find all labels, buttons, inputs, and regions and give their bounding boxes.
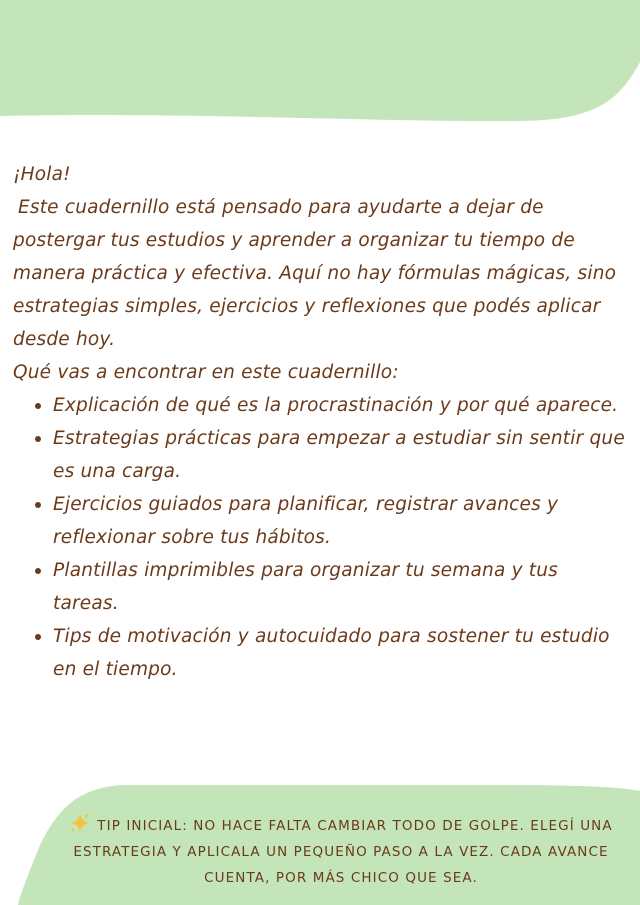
list-item: Plantillas imprimibles para organizar tu semana y tus tareas. bbox=[53, 554, 625, 620]
bullet-icon bbox=[35, 568, 41, 574]
list-heading: Qué vas a encontrar en este cuadernillo: bbox=[13, 362, 399, 383]
tip-text: TIP INICIAL: NO HACE FALTA CAMBIAR TODO DE GOLPE. ELEGÍ UNA ESTRATEGIA Y APLICALA UN PEQUEÑO PASO A LA VEZ. CADA AVANCE CUENTA, POR MÁS CHICO QUE SEA. bbox=[73, 818, 613, 886]
greeting: ¡Hola! bbox=[13, 164, 71, 185]
tip-box bbox=[60, 812, 622, 891]
bullet-icon bbox=[35, 634, 41, 640]
list-item: Estrategias prácticas para empezar a estudiar sin sentir que es una carga. bbox=[53, 422, 625, 488]
bullet-icon bbox=[35, 502, 41, 508]
list-item: Explicación de qué es la procrastinación y por qué aparece. bbox=[53, 389, 625, 422]
intro-section bbox=[13, 158, 625, 686]
list-item: Ejercicios guiados para planificar, registrar avances y reflexionar sobre tus hábitos. bbox=[53, 488, 625, 554]
bullet-icon bbox=[35, 403, 41, 409]
sparkle-icon bbox=[69, 812, 91, 834]
features-list bbox=[13, 389, 625, 686]
bullet-icon bbox=[35, 436, 41, 442]
list-item: Tips de motivación y autocuidado para sostener tu estudio en el tiempo. bbox=[53, 620, 625, 686]
top-decorative-shape bbox=[0, 0, 640, 125]
intro-paragraph: Este cuadernillo está pensado para ayudarte a dejar de postergar tus estudios y aprender a organizar tu tiempo de manera práctica y efectiva. Aquí no hay fórmulas mágicas, sino estrategias simples, ejercicios y reflexiones que podés aplicar desde hoy. bbox=[13, 197, 617, 350]
